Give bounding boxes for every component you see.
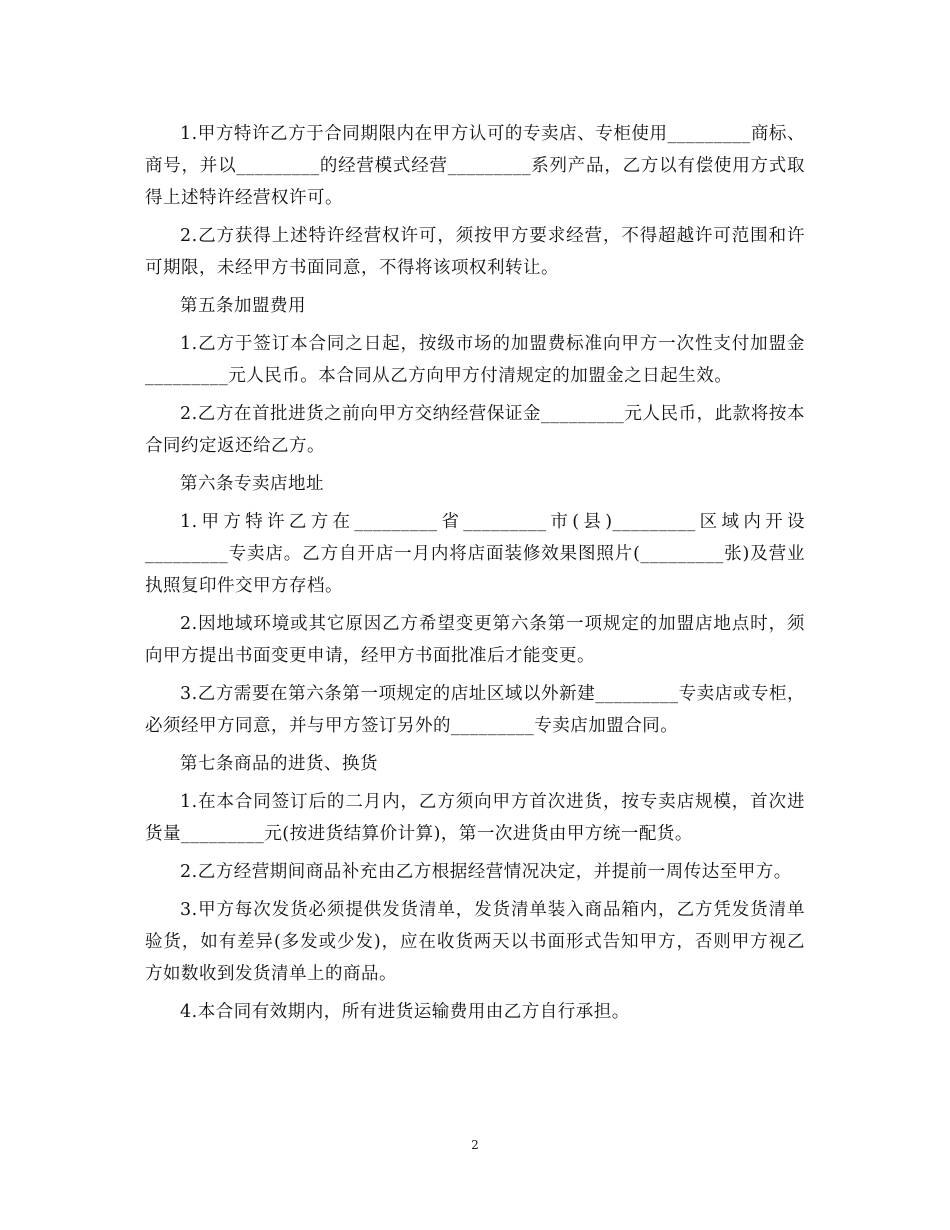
- clause-paragraph: 3.乙方需要在第六条第一项规定的店址区域以外新建_________专卖店或专柜，必须经甲方同意，并与甲方签订另外的_________专卖店加盟合同。: [145, 684, 805, 736]
- clause-paragraph: 2.乙方获得上述特许经营权许可，须按甲方要求经营，不得超越许可范围和许可期限，未经甲方书面同意，不得将该项权利转让。: [145, 226, 805, 278]
- document-body: [145, 118, 805, 1034]
- clause-paragraph: 1.甲方特许乙方在_________省_________市(县)_________区域内开设_________专卖店。乙方自开店一月内将店面装修效果图照片(_________张)及营业执照复印件交甲方存档。: [145, 512, 805, 596]
- clause-paragraph: 2.乙方在首批进货之前向甲方交纳经营保证金_________元人民币，此款将按本合同约定返还给乙方。: [145, 404, 805, 456]
- clause-paragraph: 1.在本合同签订后的二月内，乙方须向甲方首次进货，按专卖店规模，首次进货量_________元(按进货结算价计算)，第一次进货由甲方统一配货。: [145, 792, 805, 844]
- clause-paragraph: 2.乙方经营期间商品补充由乙方根据经营情况决定，并提前一周传达至甲方。: [180, 862, 792, 882]
- clause-paragraph: 3.甲方每次发货必须提供发货清单，发货清单装入商品箱内，乙方凭发货清单验货，如有差异(多发或少发)，应在收货两天以书面形式告知甲方，否则甲方视乙方如数收到发货清单上的商品。: [145, 900, 805, 984]
- clause-paragraph: 1.甲方特许乙方于合同期限内在甲方认可的专卖店、专柜使用_________商标、商号，并以_________的经营模式经营_________系列产品，乙方以有偿使用方式取得上述特许经营权许可。: [145, 124, 805, 208]
- section-heading-article-6: 第六条专卖店地址: [180, 474, 324, 494]
- clause-paragraph: 1.乙方于签订本合同之日起，按级市场的加盟费标准向甲方一次性支付加盟金_________元人民币。本合同从乙方向甲方付清规定的加盟金之日起生效。: [145, 334, 805, 386]
- page-number: 2: [471, 1138, 479, 1152]
- section-heading-article-7: 第七条商品的进货、换货: [180, 754, 378, 774]
- clause-paragraph: 2.因地域环境或其它原因乙方希望变更第六条第一项规定的加盟店地点时，须向甲方提出书面变更申请，经甲方书面批准后才能变更。: [145, 614, 805, 666]
- section-heading-article-5: 第五条加盟费用: [180, 296, 306, 316]
- clause-paragraph: 4.本合同有效期内，所有进货运输费用由乙方自行承担。: [180, 1002, 630, 1022]
